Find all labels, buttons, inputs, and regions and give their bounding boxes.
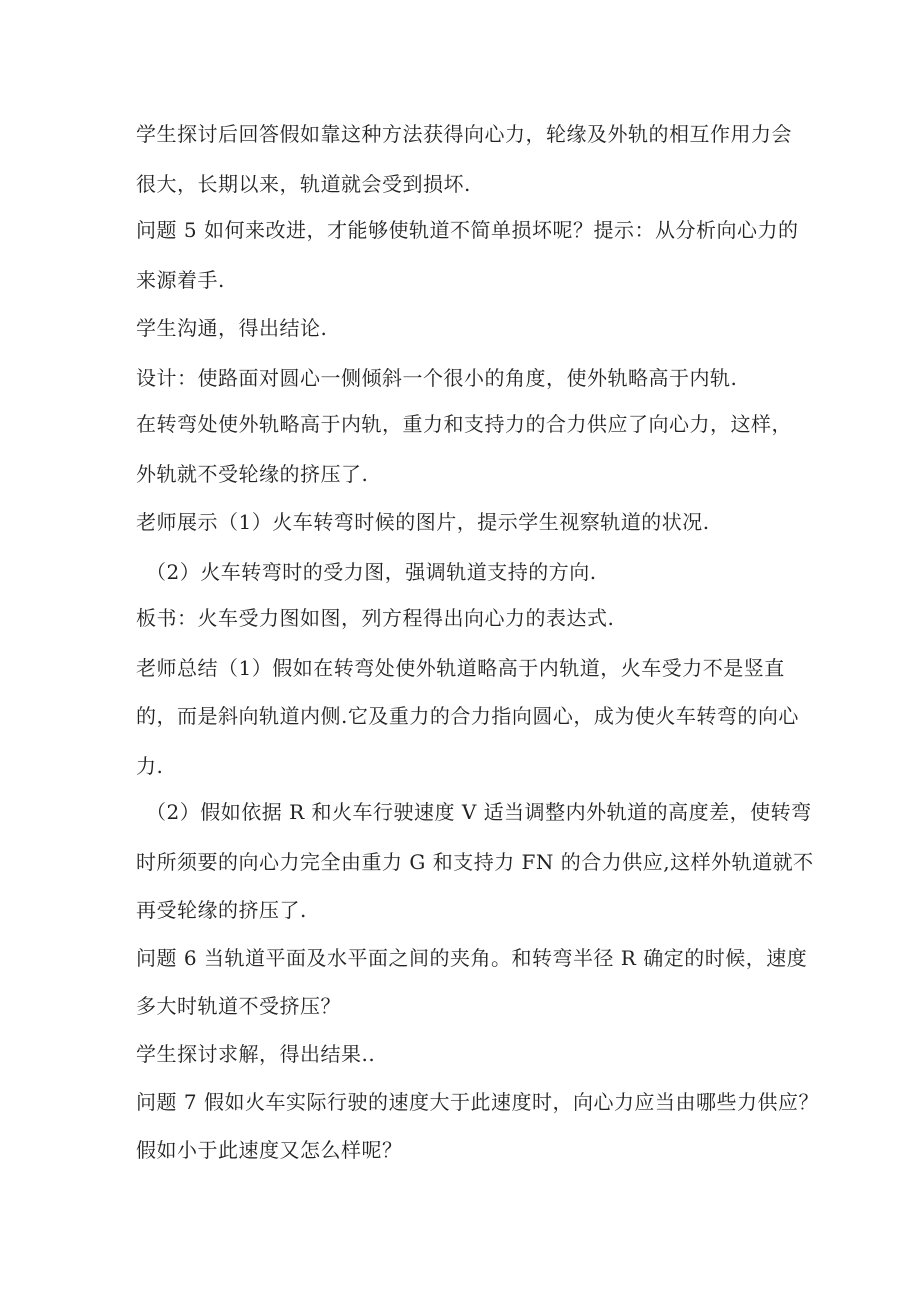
text-line: 学生探讨求解，得出结果..: [136, 1042, 376, 1066]
text-line: 很大，长期以来，轨道就会受到损坏.: [136, 172, 471, 196]
text-line: （2）火车转弯时的受力图，强调轨道支持的方向.: [146, 560, 597, 584]
text-line: 板书：火车受力图如图，列方程得出向心力的表达式.: [136, 606, 615, 630]
text-line: 老师展示（1）火车转弯时候的图片，提示学生视察轨道的状况.: [136, 510, 710, 534]
text-line: 的，而是斜向轨道内侧.它及重力的合力指向圆心，成为使火车转弯的向心: [136, 704, 799, 728]
text-line: 学生沟通，得出结论.: [136, 316, 328, 340]
text-line: （2）假如依据 R 和火车行驶速度 V 适当调整内外轨道的高度差，使转弯: [146, 800, 812, 824]
text-line: 力.: [136, 754, 164, 778]
text-line: 外轨就不受轮缘的挤压了.: [136, 462, 369, 486]
text-line: 老师总结（1）假如在转弯处使外轨道略高于内轨道，火车受力不是竖直: [136, 656, 785, 680]
text-line: 问题 6 当轨道平面及水平面之间的夹角。和转弯半径 R 确定的时候，速度: [136, 946, 808, 970]
text-line: 学生探讨后回答假如靠这种方法获得向心力，轮缘及外轨的相互作用力会: [136, 122, 792, 146]
text-line: 设计：使路面对圆心一侧倾斜一个很小的角度，使外轨略高于内轨.: [136, 366, 738, 390]
text-line: 多大时轨道不受挤压？: [136, 994, 341, 1018]
text-line: 在转弯处使外轨略高于内轨，重力和支持力的合力供应了向心力，这样，: [136, 412, 792, 436]
text-line: 时所须要的向心力完全由重力 G 和支持力 FN 的合力供应,这样外轨道就不: [136, 850, 814, 874]
text-line: 假如小于此速度又怎么样呢？: [136, 1138, 403, 1162]
text-line: 来源着手.: [136, 268, 225, 292]
text-line: 再受轮缘的挤压了.: [136, 898, 307, 922]
text-line: 问题 5 如何来改进，才能够使轨道不简单损坏呢？提示：从分析向心力的: [136, 218, 799, 242]
text-line: 问题 7 假如火车实际行驶的速度大于此速度时，向心力应当由哪些力供应？: [136, 1090, 819, 1114]
